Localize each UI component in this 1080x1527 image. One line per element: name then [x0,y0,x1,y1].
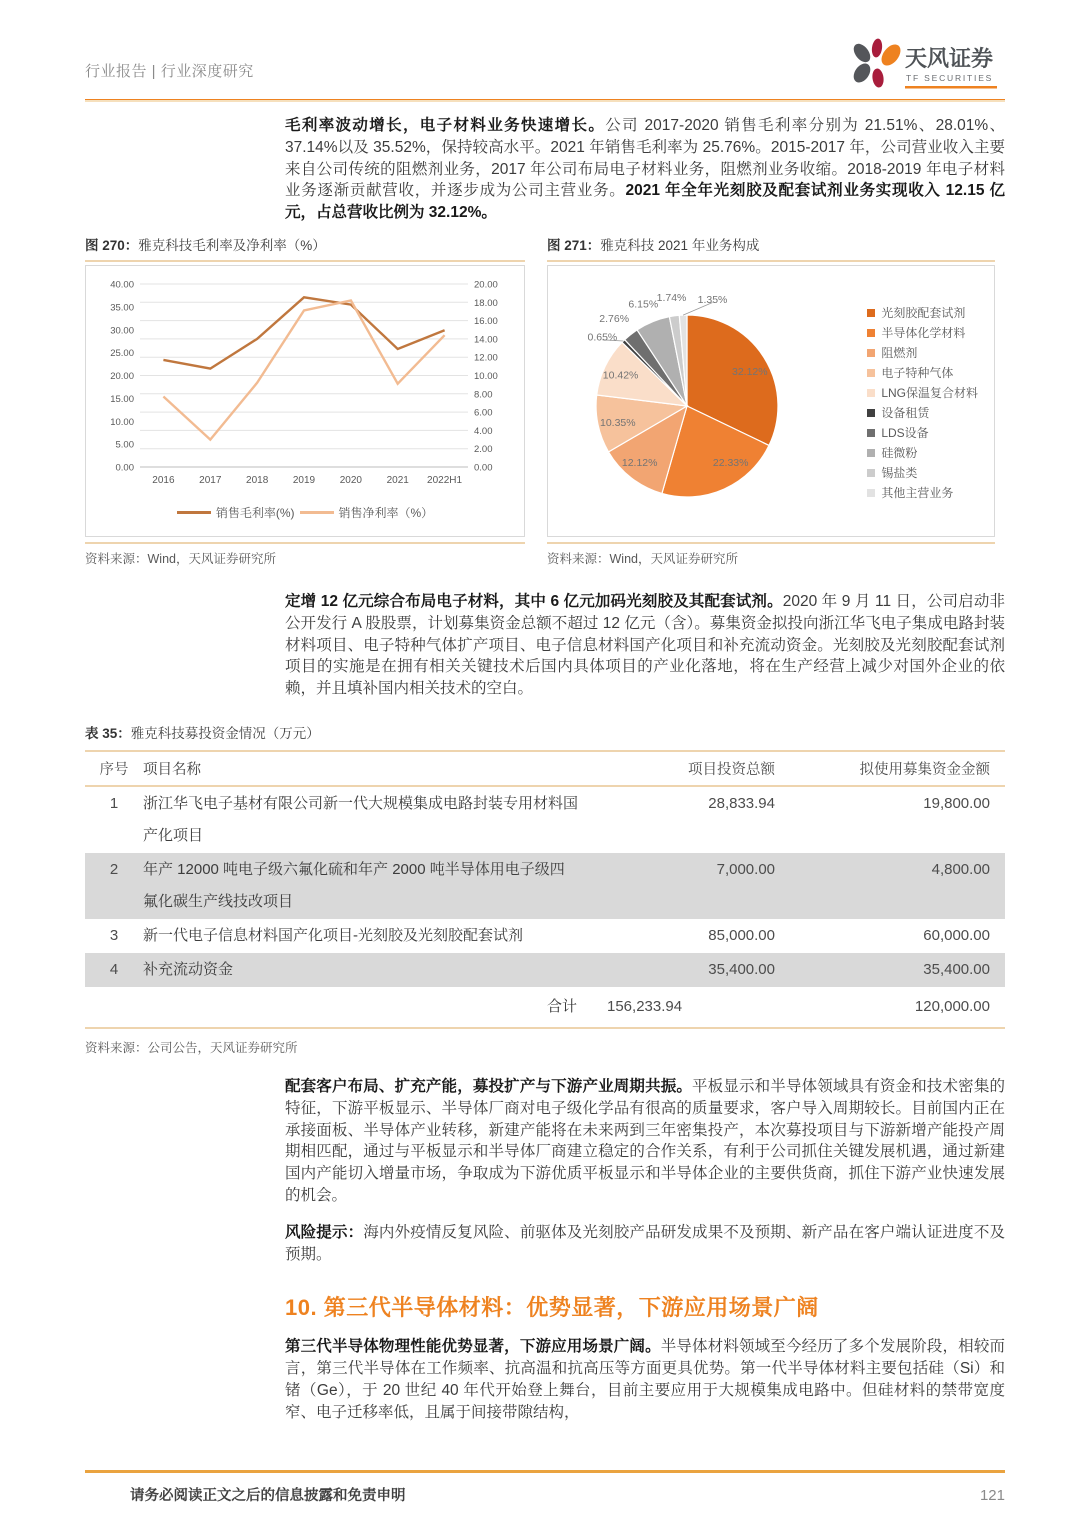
cell-invest: 35,400.00 [708,960,775,978]
brand-logo [847,38,1005,97]
right-axis-tick: 2.00 [474,444,493,456]
cell-raise: 4,800.00 [931,860,990,878]
pie-slice-label: 1.35% [697,294,728,307]
cell-raise: 19,800.00 [923,794,990,812]
pie-chart-box [547,265,995,537]
right-axis-tick: 4.00 [474,425,493,437]
legend-swatch [867,349,875,357]
legend-swatch [867,469,875,477]
x-axis-label: 2017 [199,474,222,486]
brand-name-cn: 天风证券 [905,46,994,71]
table-caption-label: 表 35： [85,725,131,741]
page-footer [85,1470,1005,1505]
legend-item [867,324,978,341]
line-chart-svg [90,272,520,497]
pie-slice-label: 12.12% [621,457,658,470]
cell-invest: 28,833.94 [708,794,775,812]
pie-slice-label: 10.35% [599,417,636,430]
legend-label: LNG保温复合材料 [881,386,978,401]
paragraph-lead: 风险提示： [285,1223,364,1241]
header-rule [85,99,1005,102]
legend-label: 硅微粉 [881,446,918,461]
x-axis-label: 2021 [386,474,409,486]
paragraph-body: 公司 2017-2020 销售毛利率分别为 21.51%、28.01%、37.14%以及 35.52%，保持较高水平。2021 年销售毛利率为 25.76%。2015-2017 年，公司营业收入主要来自公司传统的阻燃剂业务，2017 年公司布局电子材料业务，阻燃剂业务收缩。2018-2019 年电子材料业务逐渐贡献营收，并逐步成为公司主营业务。 [285,117,1005,200]
pie-chart-wrap [552,272,990,534]
pie-slice-label: 0.65% [587,331,618,344]
section-heading: 10. 第三代半导体材料：优势显著，下游应用场景广阔 [285,1295,819,1321]
funding-table-body [85,787,1005,987]
right-axis-tick: 0.00 [474,462,493,474]
figure-271 [547,234,995,567]
table-caption-text: 雅克科技募投资金情况（万元） [130,725,320,741]
pie-chart [554,278,822,527]
cell-name: 补充流动资金 [143,960,234,978]
legend-item [867,364,978,381]
col-header-invest: 项目投资总额 [688,761,775,778]
figure-271-title [547,234,995,262]
cell-seq: 1 [109,794,119,812]
x-axis-label: 2016 [152,474,175,486]
figure-label: 图 270： [85,237,139,253]
paragraph-capacity [285,1076,1005,1207]
legend-item [867,464,978,481]
pie-legend [867,304,982,501]
x-axis-label: 2020 [339,474,362,486]
cell-seq: 4 [109,960,119,978]
legend-label: 锡盐类 [881,466,918,481]
legend-label: 销售净利率（%） [338,505,434,520]
paragraph-third-gen [285,1336,1005,1423]
cell-raise: 60,000.00 [923,926,990,944]
paragraph-gross-margin [285,115,1005,224]
figure-title-text: 雅克科技 2021 年业务构成 [600,237,760,253]
figure-label: 图 271： [547,237,601,253]
legend-item [867,404,978,421]
paragraph-body: 2020 年 9 月 11 日，公司启动非公开发行 A 股股票，计划募集资金总额不超过 12 亿元（含）。募集资金拟投向浙江华飞电子集成电路封装材料项目、电子特种气体扩产项目、电子信息材料国产化项目和补充流动资金。光刻胶及光刻胶配套试剂项目的实施是在拥有相关关键技术后国内具体项目的产业化落地，将在生产经营上减少对国外企业的依赖，并且填补国内相关技术的空白。 [285,592,1005,698]
right-axis-tick: 18.00 [474,297,498,309]
paragraph-lead: 毛利率波动增长，电子材料业务快速增长。 [285,117,606,134]
figure-271-source: 资料来源：Wind，天风证券研究所 [547,542,995,567]
line-chart-box [85,265,525,537]
legend-item [867,484,978,501]
cell-seq: 3 [109,926,119,944]
line-chart-legend [90,504,520,521]
legend-item [867,424,978,441]
paragraph-lead: 定增 12 亿元综合布局电子材料，其中 6 亿元加码光刻胶及其配套试剂。 [285,592,783,610]
legend-label: 光刻胶配套试剂 [881,306,966,321]
left-axis-tick: 35.00 [110,302,134,314]
x-axis-label: 2019 [292,474,316,486]
legend-swatch [177,511,211,514]
legend-item [867,384,978,401]
legend-item [867,304,978,321]
figure-270-title [85,234,525,262]
legend-swatch [867,429,875,437]
x-axis-label: 2022H1 [427,474,463,486]
pie-slice-label: 6.15% [628,299,659,312]
left-axis-tick: 5.00 [115,439,134,451]
legend-item [867,344,978,361]
cell-name: 浙江华飞电子基材有限公司新一代大规模集成电路封装专用材料国产化项目 [143,794,579,844]
left-axis-tick: 25.00 [110,348,134,360]
figure-270 [85,234,525,567]
cell-invest: 85,000.00 [708,926,775,944]
cell-name: 年产 12000 吨电子级六氟化硫和年产 2000 吨半导体用电子级四氟化碳生产线技改项目 [143,860,565,910]
paragraph-tail-bold: 2021 年全年光刻胶及配套试剂业务实现收入 12.15 亿元，占总营收比例为 32.12%。 [285,182,1005,222]
legend-swatch [867,489,875,497]
table-row [85,919,1005,953]
right-axis-tick: 16.00 [474,316,498,328]
pie-slice-label: 22.33% [712,457,749,470]
right-axis-tick: 20.00 [474,279,498,291]
left-axis-tick: 15.00 [110,393,134,405]
right-axis-tick: 12.00 [474,352,498,364]
legend-label: 销售毛利率(%) [215,505,295,520]
right-axis-tick: 10.00 [474,370,498,382]
legend-label: 半导体化学材料 [881,326,966,341]
cell-seq: 2 [109,860,119,878]
table-row [85,853,1005,919]
pie-slice-label: 10.42% [602,370,639,383]
col-header-name: 项目名称 [143,761,201,778]
cell-name: 新一代电子信息材料国产化项目-光刻胶及光刻胶配套试剂 [143,926,523,944]
col-header-seq: 序号 [99,761,129,778]
legend-item [867,444,978,461]
funding-table [85,750,1005,1029]
x-axis-label: 2018 [246,474,269,486]
pie-slice-label: 1.74% [656,292,687,305]
pie-slice-label: 32.12% [731,366,768,379]
table-source: 资料来源：公司公告，天风证券研究所 [85,1040,298,1055]
left-axis-tick: 20.00 [110,370,134,382]
pie-slice-label: 2.76% [599,313,630,326]
table-header-row [85,752,1005,787]
paragraph-lead: 第三代半导体物理性能优势显著，下游应用场景广阔。 [285,1338,661,1356]
tf-securities-logo-icon [847,38,1005,92]
right-axis-tick: 8.00 [474,389,493,401]
left-axis-tick: 30.00 [110,325,134,337]
legend-label: 其他主营业务 [881,486,954,501]
legend-label: 设备租赁 [881,406,930,421]
paragraph-lead: 配套客户布局、扩充产能，募投扩产与下游产业周期共振。 [285,1077,693,1095]
paragraph-placement [285,591,1005,700]
legend-swatch [300,511,334,514]
col-header-raise: 拟使用募集资金金额 [859,761,990,778]
paragraph-risk [285,1222,1005,1266]
legend-label: LDS设备 [881,426,929,441]
total-invest: 156,233.94 [607,997,683,1015]
footer-disclaimer: 请务必阅读正文之后的信息披露和免责申明 [130,1488,406,1504]
table-total-row [85,987,1005,1029]
paragraph-body: 半导体材料领域至今经历了多个发展阶段，相较而言，第三代半导体在工作频率、抗高温和抗高压等方面更具优势。第一代半导体材料主要包括硅（Si）和锗（Ge），于 20 世纪 40 年代开始登上舞台，目前主要应用于大规模集成电路中。但硅材料的禁带宽度窄、电子迁移率低，且属于间接带隙结构， [285,1338,1005,1421]
breadcrumb: 行业报告 | 行业深度研究 [85,63,254,80]
table-caption [85,722,1005,742]
figure-title-text: 雅克科技毛利率及净利率（%） [138,237,326,253]
legend-swatch [867,309,875,317]
legend-swatch [867,329,875,337]
figure-270-source: 资料来源：Wind，天风证券研究所 [85,542,525,567]
pie-chart-svg [554,278,822,522]
paragraph-body: 平板显示和半导体领域具有资金和技术密集的特征，下游平板显示、半导体厂商对电子级化学品有很高的质量要求，客户导入周期较长。目前国内正在承接面板、半导体产业转移，新建产能将在未来两到三年密集投产，本次募投项目与下游新增产能投产周期相匹配，通过与平板显示和半导体厂商建立稳定的合作关系，有利于公司抓住关键发展机遇，通过新建国内产能切入增量市场，争取成为下游优质平板显示和半导体企业的主要供货商，抓住下游产业快速发展的机会。 [285,1077,1005,1204]
table-row [85,953,1005,987]
right-axis-tick: 6.00 [474,407,493,419]
legend-swatch [867,389,875,397]
total-raise: 120,000.00 [914,997,990,1015]
legend-swatch [867,449,875,457]
total-label: 合计 [546,997,577,1015]
right-axis-tick: 14.00 [474,334,498,346]
page-header [85,0,1005,97]
figures-row [85,234,1005,567]
legend-label: 电子特种气体 [881,366,954,381]
series-line [163,300,444,439]
cell-invest: 7,000.00 [716,860,775,878]
legend-swatch [867,409,875,417]
series-line [163,297,444,368]
legend-swatch [867,369,875,377]
left-axis-tick: 40.00 [110,279,134,291]
legend-label: 阻燃剂 [881,346,918,361]
page-number: 121 [979,1487,1005,1504]
left-axis-tick: 10.00 [110,416,134,428]
cell-raise: 35,400.00 [923,960,990,978]
table-row [85,787,1005,853]
brand-name-en: TF SECURITIES [906,73,994,83]
left-axis-tick: 0.00 [115,462,134,474]
legend-item [300,504,434,521]
line-chart [90,272,520,502]
paragraph-body: 海内外疫情反复风险、前驱体及光刻胶产品研发成果不及预期、新产品在客户端认证进度不及预期。 [285,1223,1005,1263]
legend-item [177,504,295,521]
